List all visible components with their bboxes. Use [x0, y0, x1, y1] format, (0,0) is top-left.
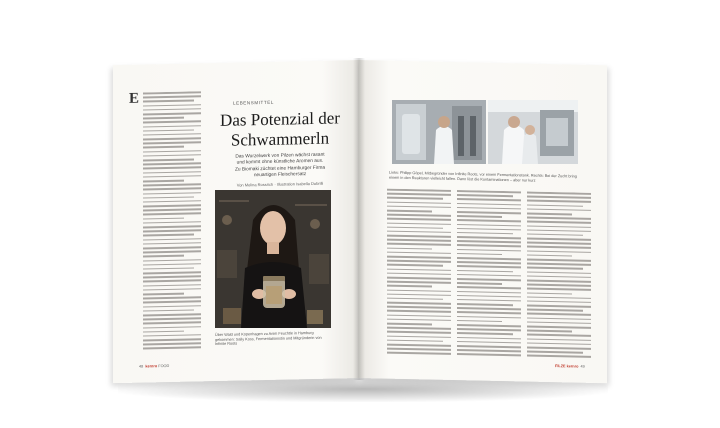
- body-text-column-right-2: [457, 190, 521, 359]
- lab-photo-right: [488, 100, 578, 164]
- byline: Von Melina Rossrich · Illustration Isabella Dobrilli: [236, 180, 324, 188]
- headline-line-2: Schwammerln: [230, 128, 330, 150]
- portrait-illustration: [215, 190, 331, 328]
- body-text-column-right-1: [387, 189, 451, 358]
- drop-cap: E: [129, 90, 140, 107]
- headline: [205, 108, 355, 151]
- spine-gutter: [353, 58, 365, 380]
- body-text-column-right-3: [527, 192, 591, 361]
- page-number-left: 48: [139, 364, 144, 369]
- section-left: FOOD: [158, 363, 170, 369]
- brand-right: FILZE kernro: [555, 364, 579, 369]
- lab-illustration-left: [392, 100, 486, 164]
- kicker: LEBENSMITTEL: [233, 99, 274, 106]
- brand-left: kernro: [145, 364, 158, 369]
- folio-left: [139, 364, 169, 369]
- portrait-caption: Über Wald und Kopenhagen zu Anim Feuchtle in Hamburg gekommen: Sally Koss, Fermentationistin und Mitgründerin von Infinite Roots: [215, 330, 322, 347]
- lab-caption: Links: Philipp Göpel, Mitbegründer von Infinite Roots, vor einem Fermentationstank. Rechts: Bei der Zucht bring einem in den Reaktoren vielleicht fallen. Dann löst die Kontaminationen – aber nur kurz: [389, 170, 577, 183]
- folio-right: [555, 364, 585, 369]
- body-text-column-left-lower: [129, 175, 143, 176]
- body-text-column-left: [143, 91, 201, 350]
- deck-line-3: Zu Biomaki züchtet eine Hamburger Firma: [234, 165, 326, 173]
- headline-line-1: Das Potenzial der: [220, 108, 340, 130]
- deck: [205, 152, 355, 181]
- deck-line-2: und kommt ohne künstliche Aromen aus.: [236, 159, 324, 166]
- lab-illustration-right: [488, 100, 578, 164]
- deck-line-1: Das Wurzelwerk von Pilzen wächst rasant: [235, 152, 325, 160]
- lab-photo-left: [392, 100, 486, 164]
- portrait-photo: [215, 190, 331, 328]
- deck-line-4: neuartigen Fleischersatz: [253, 172, 307, 179]
- page-number-right: 49: [580, 364, 585, 369]
